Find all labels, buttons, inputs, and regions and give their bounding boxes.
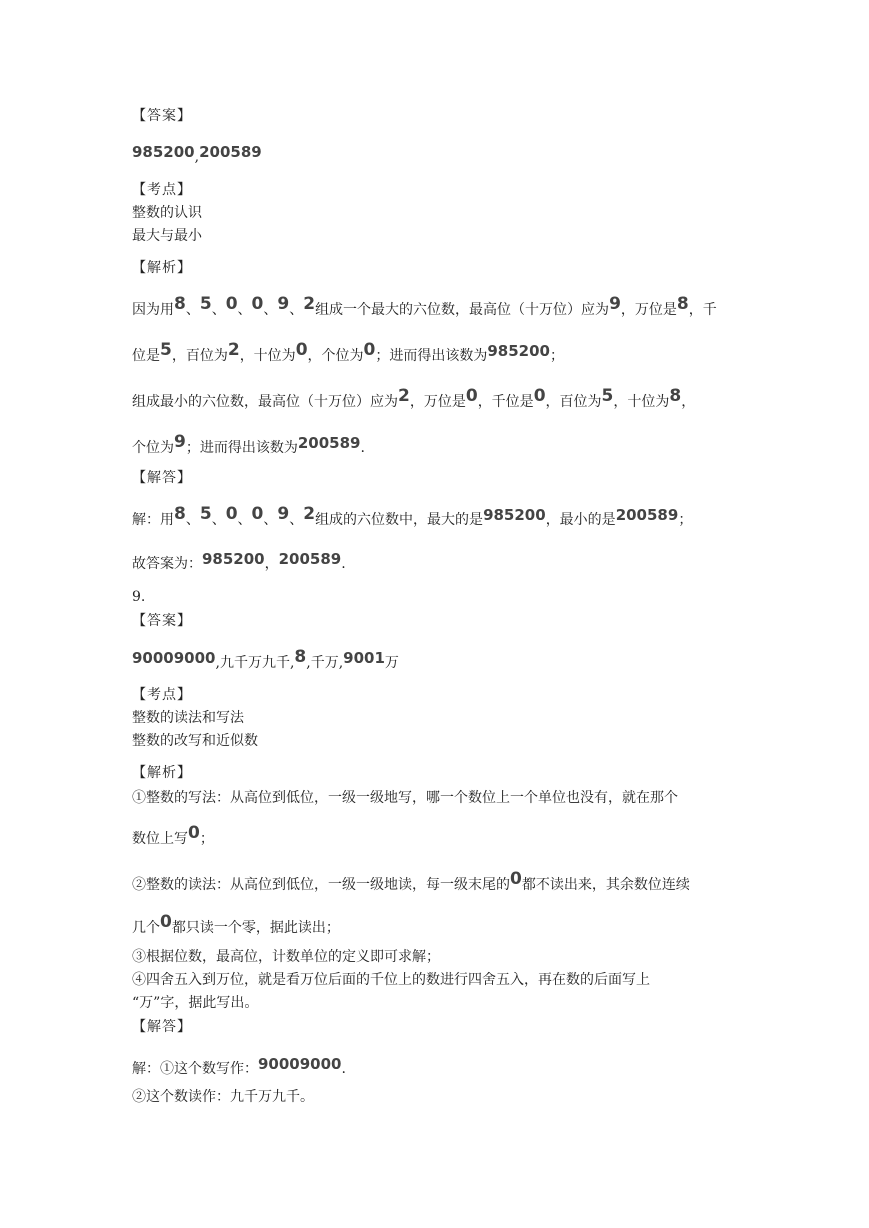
q8-kp-1: 整数的认识 xyxy=(132,205,202,221)
q9-analysis-line-4: 几个0都只读一个零，据此读出； xyxy=(132,912,340,936)
q9-analysis-line-1: ①整数的写法：从高位到低位，一级一级地写，哪一个数位上一个单位也没有，就在那个 xyxy=(132,790,678,806)
q9-analysis-line-2: 数位上写0； xyxy=(132,823,214,847)
q8-solution-line-1: 解：用8、5、0、0、9、2组成的六位数中，最大的是985200，最小的是200589； xyxy=(132,504,693,528)
q8-solution-heading: 【解答】 xyxy=(132,470,192,486)
q9-solution-heading: 【解答】 xyxy=(132,1019,192,1035)
q9-analysis-line-7: “万”字，据此写出。 xyxy=(132,995,259,1011)
q8-kp-2: 最大与最小 xyxy=(132,228,202,244)
q8-answer-heading: 【答案】 xyxy=(132,108,192,124)
q9-analysis-heading: 【解析】 xyxy=(132,765,192,781)
q9-solution-line-1: 解：①这个数写作：90009000. xyxy=(132,1055,346,1077)
q8-solution-line-2: 故答案为：985200，200589. xyxy=(132,550,346,572)
q9-kp-2: 整数的改写和近似数 xyxy=(132,733,258,749)
q8-answer-min: 200589 xyxy=(199,143,262,161)
q9-analysis-line-6: ④四舍五入到万位，就是看万位后面的千位上的数进行四舍五入，再在数的后面写上 xyxy=(132,972,650,988)
q8-kp-heading: 【考点】 xyxy=(132,182,192,198)
q9-kp-1: 整数的读法和写法 xyxy=(132,710,244,726)
q8-analysis-line-4: 个位为9；进而得出该数为200589. xyxy=(132,432,365,456)
q8-analysis-line-2: 位是5，百位为2，十位为0，个位为0；进而得出该数为985200； xyxy=(132,340,564,364)
q8-analysis-line-1: 因为用8、5、0、0、9、2组成一个最大的六位数，最高位（十万位）应为9，万位是8，千 xyxy=(132,294,717,318)
q8-analysis-heading: 【解析】 xyxy=(132,260,192,276)
q9-answer: 90009000,九千万九千,8,千万,9001万 xyxy=(132,647,399,671)
q8-answer: 985200,200589 xyxy=(132,143,262,165)
q8-answer-max: 985200 xyxy=(132,143,195,161)
q9-analysis-line-3: ②整数的读法：从高位到低位，一级一级地读，每一级末尾的0都不读出来，其余数位连续 xyxy=(132,869,690,893)
q9-analysis-line-5: ③根据位数，最高位，计数单位的定义即可求解； xyxy=(132,949,440,965)
q9-number: 9. xyxy=(132,589,146,605)
q9-solution-line-2: ②这个数读作：九千万九千。 xyxy=(132,1089,314,1105)
q9-kp-heading: 【考点】 xyxy=(132,687,192,703)
q9-answer-heading: 【答案】 xyxy=(132,613,192,629)
q8-analysis-line-3: 组成最小的六位数，最高位（十万位）应为2，万位是0，千位是0，百位为5，十位为8， xyxy=(132,386,696,410)
